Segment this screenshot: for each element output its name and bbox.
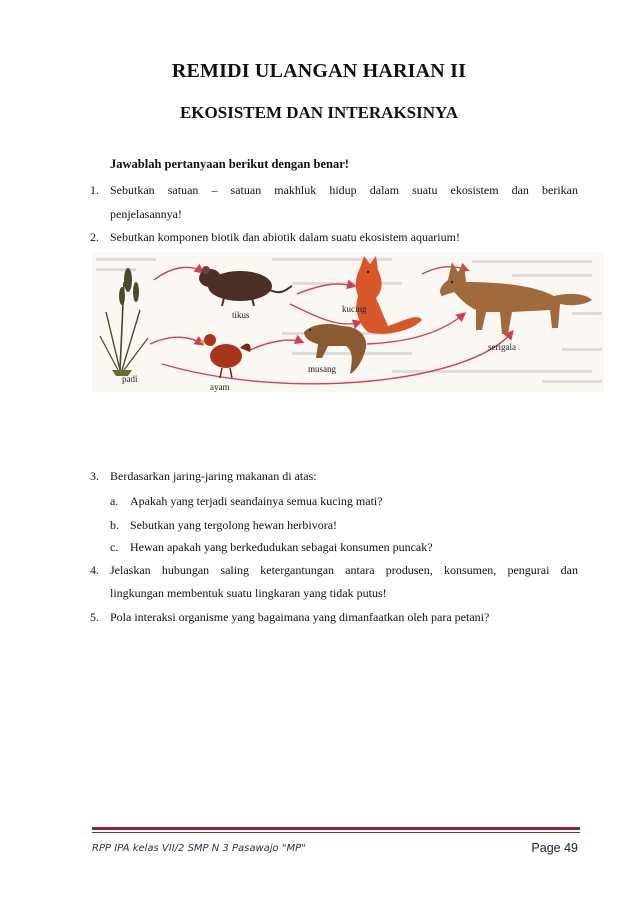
- wolf-icon: [440, 262, 592, 334]
- food-web-figure: [92, 252, 604, 392]
- question-number: 5.: [90, 610, 99, 624]
- page-number: Page 49: [531, 841, 578, 855]
- subitem-label: a.: [110, 494, 119, 508]
- question-text-continued: lingkungan membentuk suatu lingkaran yang tidak putus!: [110, 586, 387, 600]
- background-scan-texture: [96, 258, 602, 383]
- food-web-diagram: [92, 252, 604, 392]
- label-kucing: kucing: [342, 304, 367, 314]
- footer-rule-thick: [92, 827, 580, 830]
- question-5: [0, 609, 638, 627]
- question-text: Sebutkan komponen biotik dan abiotik dalam suatu ekosistem aquarium!: [110, 230, 460, 244]
- subitem-label: c.: [110, 540, 119, 554]
- subitem-text: Apakah yang terjadi seandainya semua kucing mati?: [130, 494, 383, 508]
- question-3-subitem-c: [0, 540, 638, 558]
- question-text: Berdasarkan jaring-jaring makanan di atas:: [110, 469, 317, 483]
- question-2: [0, 229, 638, 247]
- question-text: Sebutkan satuan – satuan makhluk hidup dalam suatu ekosistem dan berikan: [110, 183, 578, 197]
- question-text: Jelaskan hubungan saling ketergantungan antara produsen, konsumen, pengurai dan: [110, 563, 578, 577]
- rat-icon: [199, 266, 292, 306]
- question-number: 4.: [90, 563, 99, 577]
- question-1: [0, 182, 638, 222]
- question-number: 3.: [90, 469, 99, 483]
- instruction-text: Jawablah pertanyaan berikut dengan benar!: [110, 157, 349, 171]
- question-3-subitem-b: [0, 518, 638, 536]
- label-padi: padi: [122, 374, 138, 384]
- label-ayam: ayam: [210, 382, 230, 392]
- page-subtitle: EKOSISTEM DAN INTERAKSINYA: [179, 103, 459, 122]
- footer-rule-thin: [92, 832, 580, 833]
- page-title: REMIDI ULANGAN HARIAN II: [171, 60, 467, 82]
- question-3-subitem-a: [0, 494, 638, 512]
- question-text-continued: penjelasannya!: [110, 207, 182, 221]
- label-tikus: tikus: [232, 310, 250, 320]
- question-4: [0, 562, 638, 602]
- chicken-icon: [199, 334, 251, 378]
- label-serigala: serigala: [488, 342, 516, 352]
- label-musang: musang: [308, 364, 336, 374]
- subitem-text: Sebutkan yang tergolong hewan herbivora!: [130, 518, 338, 532]
- cat-icon: [356, 256, 422, 334]
- question-3: [0, 468, 638, 486]
- subitem-label: b.: [110, 518, 119, 532]
- rice-plant-icon: [100, 268, 148, 376]
- question-number: 1.: [90, 183, 99, 197]
- question-number: 2.: [90, 230, 99, 244]
- footer-document-info: RPP IPA kelas VII/2 SMP N 3 Pasawajo "MP": [92, 843, 306, 854]
- subitem-text: Hewan apakah yang berkedudukan sebagai konsumen puncak?: [130, 540, 433, 554]
- question-text: Pola interaksi organisme yang bagaimana yang dimanfaatkan oleh para petani?: [110, 610, 490, 624]
